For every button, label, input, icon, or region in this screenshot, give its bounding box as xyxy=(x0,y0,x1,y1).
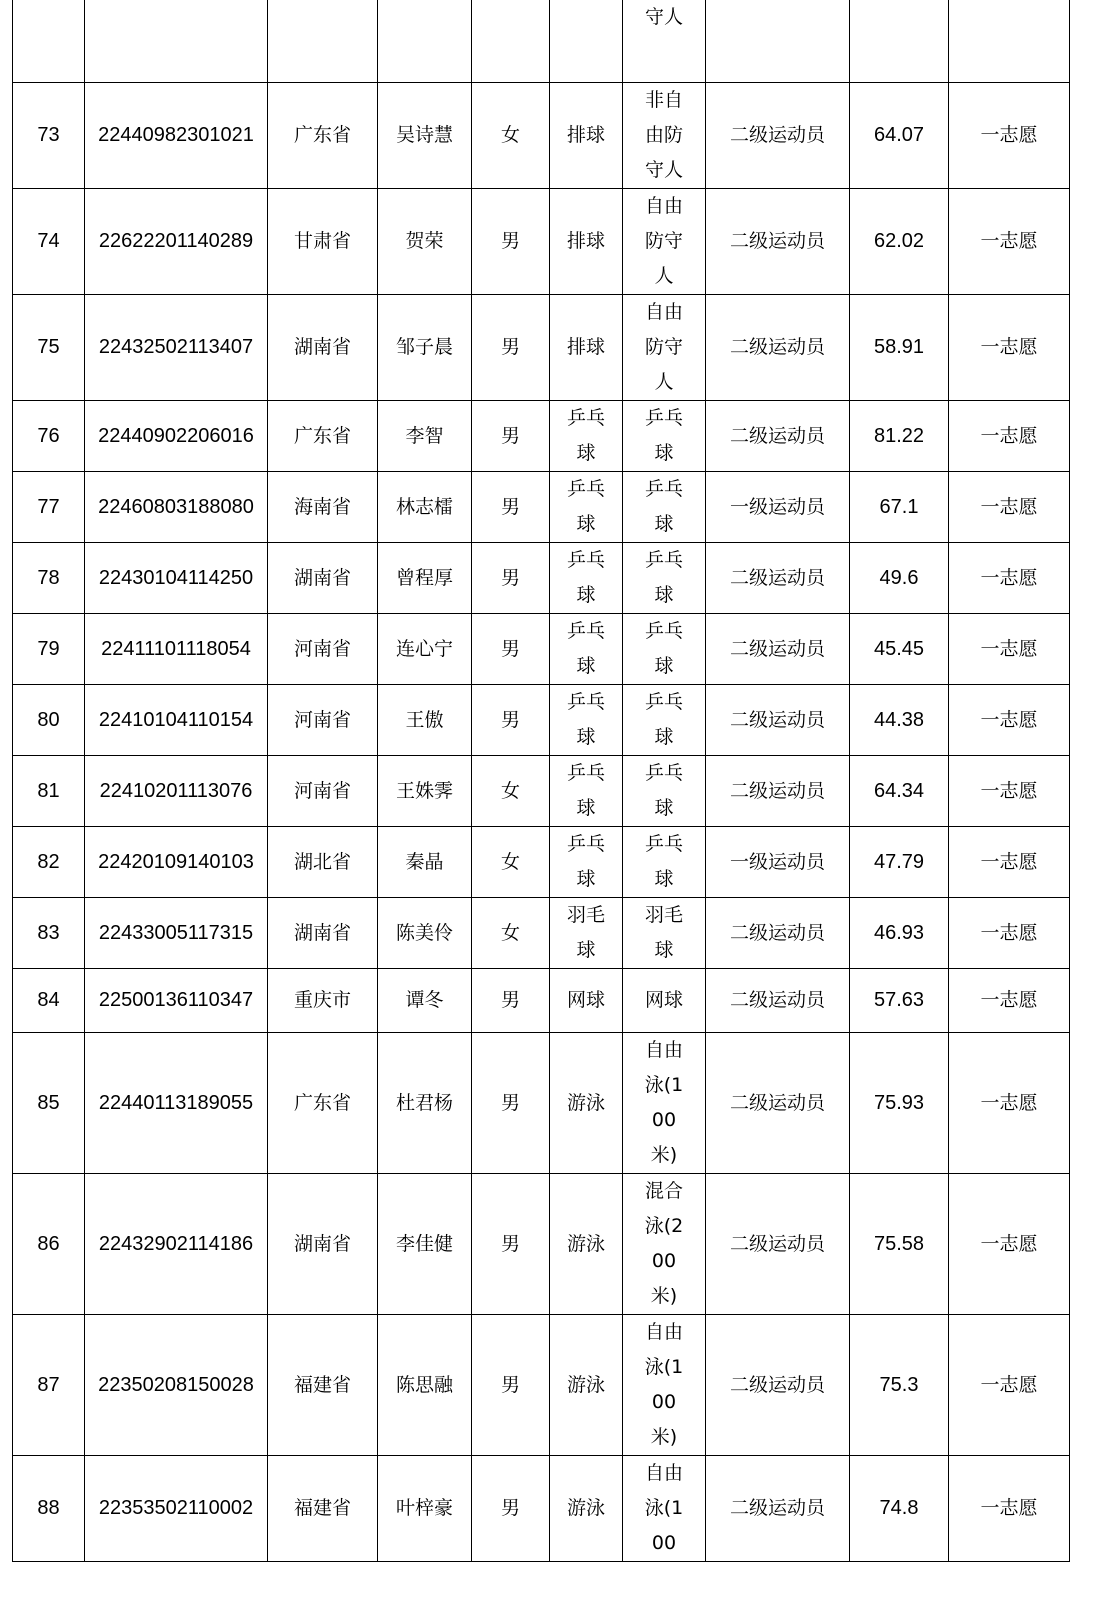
cell-level: 二级运动员 xyxy=(706,613,850,684)
cell-item: 乒乓球 xyxy=(623,471,706,542)
table-row xyxy=(13,1032,1070,1173)
table-row xyxy=(13,400,1070,471)
cell-choice: 一志愿 xyxy=(949,471,1070,542)
cell-level: 二级运动员 xyxy=(706,542,850,613)
cell-item: 乒乓球 xyxy=(623,613,706,684)
cell-score: 58.91 xyxy=(850,294,949,400)
cell-level: 二级运动员 xyxy=(706,755,850,826)
cell-exam-no: 22410104110154 xyxy=(85,684,268,755)
cell-score: 47.79 xyxy=(850,826,949,897)
admission-list-table xyxy=(12,0,1070,1562)
cell-province: 湖北省 xyxy=(268,826,378,897)
cell-name: 陈美伶 xyxy=(378,897,472,968)
cell-level: 一级运动员 xyxy=(706,471,850,542)
cell-level: 二级运动员 xyxy=(706,1314,850,1455)
cell-province: 重庆市 xyxy=(268,968,378,1032)
cell-province: 福建省 xyxy=(268,1455,378,1561)
table-row-partial xyxy=(13,0,1070,82)
cell-level: 二级运动员 xyxy=(706,1032,850,1173)
cell-score: 81.22 xyxy=(850,400,949,471)
cell-no: 78 xyxy=(13,542,85,613)
cell-name: 杜君杨 xyxy=(378,1032,472,1173)
table-row xyxy=(13,897,1070,968)
cell-choice: 一志愿 xyxy=(949,755,1070,826)
cell-exam-no: 22420109140103 xyxy=(85,826,268,897)
table-row xyxy=(13,968,1070,1032)
cell-item: 乒乓球 xyxy=(623,542,706,613)
cell-sport: 排球 xyxy=(550,294,623,400)
cell-gender: 女 xyxy=(472,826,550,897)
table-row xyxy=(13,542,1070,613)
cell-province: 河南省 xyxy=(268,684,378,755)
cell-choice: 一志愿 xyxy=(949,1173,1070,1314)
cell-exam-no: 22433005117315 xyxy=(85,897,268,968)
cell-gender: 男 xyxy=(472,188,550,294)
cell-score: 75.93 xyxy=(850,1032,949,1173)
cell-item: 非自由防守人 xyxy=(623,82,706,188)
cell-no: 79 xyxy=(13,613,85,684)
cell-exam-no: 22432902114186 xyxy=(85,1173,268,1314)
cell-score: 44.38 xyxy=(850,684,949,755)
cell-score: 57.63 xyxy=(850,968,949,1032)
cell-score: 64.34 xyxy=(850,755,949,826)
cell-sport: 排球 xyxy=(550,188,623,294)
cell-name: 李佳健 xyxy=(378,1173,472,1314)
cell-choice: 一志愿 xyxy=(949,294,1070,400)
cell-gender: 男 xyxy=(472,1314,550,1455)
cell-choice: 一志愿 xyxy=(949,542,1070,613)
cell-item: 守人 xyxy=(623,0,706,82)
cell-no: 85 xyxy=(13,1032,85,1173)
cell-province: 湖南省 xyxy=(268,542,378,613)
cell-choice: 一志愿 xyxy=(949,684,1070,755)
cell-level: 二级运动员 xyxy=(706,1455,850,1561)
cell-name: 林志檑 xyxy=(378,471,472,542)
cell-province: 湖南省 xyxy=(268,897,378,968)
cell-item: 羽毛球 xyxy=(623,897,706,968)
cell-level: 二级运动员 xyxy=(706,400,850,471)
cell-no: 77 xyxy=(13,471,85,542)
cell-name: 陈思融 xyxy=(378,1314,472,1455)
cell-sport: 羽毛球 xyxy=(550,897,623,968)
cell-item: 乒乓球 xyxy=(623,684,706,755)
cell-choice: 一志愿 xyxy=(949,1032,1070,1173)
cell-no: 81 xyxy=(13,755,85,826)
cell-no: 75 xyxy=(13,294,85,400)
cell-sport: 排球 xyxy=(550,82,623,188)
cell-item: 自由防守人 xyxy=(623,294,706,400)
cell-gender: 男 xyxy=(472,471,550,542)
cell-exam-no: 22460803188080 xyxy=(85,471,268,542)
cell-exam-no: 22411101118054 xyxy=(85,613,268,684)
cell-province: 湖南省 xyxy=(268,294,378,400)
cell-sport: 游泳 xyxy=(550,1032,623,1173)
cell-sport: 游泳 xyxy=(550,1173,623,1314)
cell-exam-no: 22440982301021 xyxy=(85,82,268,188)
table-row xyxy=(13,684,1070,755)
cell-gender: 男 xyxy=(472,294,550,400)
cell-choice: 一志愿 xyxy=(949,400,1070,471)
table-row xyxy=(13,188,1070,294)
cell-gender: 男 xyxy=(472,400,550,471)
cell-item: 乒乓球 xyxy=(623,400,706,471)
cell-sport: 乒乓球 xyxy=(550,542,623,613)
cell-sport: 游泳 xyxy=(550,1314,623,1455)
cell-level: 二级运动员 xyxy=(706,684,850,755)
cell-name: 李智 xyxy=(378,400,472,471)
cell-item: 自由泳(100米) xyxy=(623,1032,706,1173)
cell-sport: 乒乓球 xyxy=(550,755,623,826)
cell-item: 网球 xyxy=(623,968,706,1032)
cell-gender: 女 xyxy=(472,82,550,188)
table-row xyxy=(13,1455,1070,1561)
cell-province: 海南省 xyxy=(268,471,378,542)
cell-no: 82 xyxy=(13,826,85,897)
cell-sport: 乒乓球 xyxy=(550,684,623,755)
cell-exam-no: 22500136110347 xyxy=(85,968,268,1032)
cell-gender: 女 xyxy=(472,897,550,968)
cell-name: 王姝霁 xyxy=(378,755,472,826)
cell-score: 67.1 xyxy=(850,471,949,542)
cell-level: 二级运动员 xyxy=(706,1173,850,1314)
cell-sport: 网球 xyxy=(550,968,623,1032)
cell-gender: 男 xyxy=(472,1455,550,1561)
cell-exam-no: 22432502113407 xyxy=(85,294,268,400)
cell-no: 84 xyxy=(13,968,85,1032)
cell-choice: 一志愿 xyxy=(949,1455,1070,1561)
cell-province: 河南省 xyxy=(268,755,378,826)
cell-name: 吴诗慧 xyxy=(378,82,472,188)
cell-name: 秦晶 xyxy=(378,826,472,897)
cell-province: 广东省 xyxy=(268,400,378,471)
cell-score: 46.93 xyxy=(850,897,949,968)
cell-no: 86 xyxy=(13,1173,85,1314)
cell-gender: 男 xyxy=(472,684,550,755)
table-row xyxy=(13,826,1070,897)
cell-exam-no: 22440113189055 xyxy=(85,1032,268,1173)
cell-no: 76 xyxy=(13,400,85,471)
cell-name: 谭冬 xyxy=(378,968,472,1032)
cell-name: 贺荣 xyxy=(378,188,472,294)
cell-province: 广东省 xyxy=(268,82,378,188)
cell-gender: 男 xyxy=(472,542,550,613)
cell-province: 广东省 xyxy=(268,1032,378,1173)
cell-no: 80 xyxy=(13,684,85,755)
table-row xyxy=(13,1314,1070,1455)
cell-sport: 乒乓球 xyxy=(550,613,623,684)
table-row xyxy=(13,294,1070,400)
cell-sport: 乒乓球 xyxy=(550,826,623,897)
cell-level: 二级运动员 xyxy=(706,82,850,188)
cell-province: 湖南省 xyxy=(268,1173,378,1314)
cell-sport: 游泳 xyxy=(550,1455,623,1561)
cell-name: 曾程厚 xyxy=(378,542,472,613)
cell-level: 二级运动员 xyxy=(706,968,850,1032)
cell-name: 叶梓豪 xyxy=(378,1455,472,1561)
cell-exam-no: 22410201113076 xyxy=(85,755,268,826)
cell-item: 乒乓球 xyxy=(623,826,706,897)
cell-name: 邹子晨 xyxy=(378,294,472,400)
cell-level: 二级运动员 xyxy=(706,294,850,400)
cell-province: 河南省 xyxy=(268,613,378,684)
cell-item: 自由泳(100 xyxy=(623,1455,706,1561)
cell-choice: 一志愿 xyxy=(949,1314,1070,1455)
cell-sport: 乒乓球 xyxy=(550,471,623,542)
cell-name: 王傲 xyxy=(378,684,472,755)
cell-score: 62.02 xyxy=(850,188,949,294)
cell-score: 75.3 xyxy=(850,1314,949,1455)
cell-gender: 男 xyxy=(472,1173,550,1314)
cell-gender: 男 xyxy=(472,1032,550,1173)
cell-exam-no: 22622201140289 xyxy=(85,188,268,294)
cell-province: 甘肃省 xyxy=(268,188,378,294)
cell-score: 45.45 xyxy=(850,613,949,684)
cell-choice: 一志愿 xyxy=(949,613,1070,684)
cell-level: 二级运动员 xyxy=(706,897,850,968)
cell-no: 74 xyxy=(13,188,85,294)
cell-score: 64.07 xyxy=(850,82,949,188)
cell-choice: 一志愿 xyxy=(949,82,1070,188)
cell-no: 88 xyxy=(13,1455,85,1561)
cell-gender: 女 xyxy=(472,755,550,826)
cell-sport: 乒乓球 xyxy=(550,400,623,471)
cell-province: 福建省 xyxy=(268,1314,378,1455)
cell-name: 连心宁 xyxy=(378,613,472,684)
cell-choice: 一志愿 xyxy=(949,188,1070,294)
cell-exam-no: 22350208150028 xyxy=(85,1314,268,1455)
table-row xyxy=(13,755,1070,826)
cell-exam-no: 22440902206016 xyxy=(85,400,268,471)
table-row xyxy=(13,471,1070,542)
cell-no: 83 xyxy=(13,897,85,968)
cell-exam-no: 22353502110002 xyxy=(85,1455,268,1561)
cell-choice: 一志愿 xyxy=(949,968,1070,1032)
cell-score: 75.58 xyxy=(850,1173,949,1314)
cell-gender: 男 xyxy=(472,968,550,1032)
cell-score: 49.6 xyxy=(850,542,949,613)
cell-score: 74.8 xyxy=(850,1455,949,1561)
table-row xyxy=(13,82,1070,188)
cell-item: 自由防守人 xyxy=(623,188,706,294)
table-row xyxy=(13,613,1070,684)
cell-choice: 一志愿 xyxy=(949,826,1070,897)
cell-item: 自由泳(100米) xyxy=(623,1314,706,1455)
cell-no: 87 xyxy=(13,1314,85,1455)
cell-level: 二级运动员 xyxy=(706,188,850,294)
cell-choice: 一志愿 xyxy=(949,897,1070,968)
cell-item: 混合泳(200米) xyxy=(623,1173,706,1314)
table-row xyxy=(13,1173,1070,1314)
cell-no: 73 xyxy=(13,82,85,188)
cell-gender: 男 xyxy=(472,613,550,684)
cell-level: 一级运动员 xyxy=(706,826,850,897)
cell-exam-no: 22430104114250 xyxy=(85,542,268,613)
cell-item: 乒乓球 xyxy=(623,755,706,826)
